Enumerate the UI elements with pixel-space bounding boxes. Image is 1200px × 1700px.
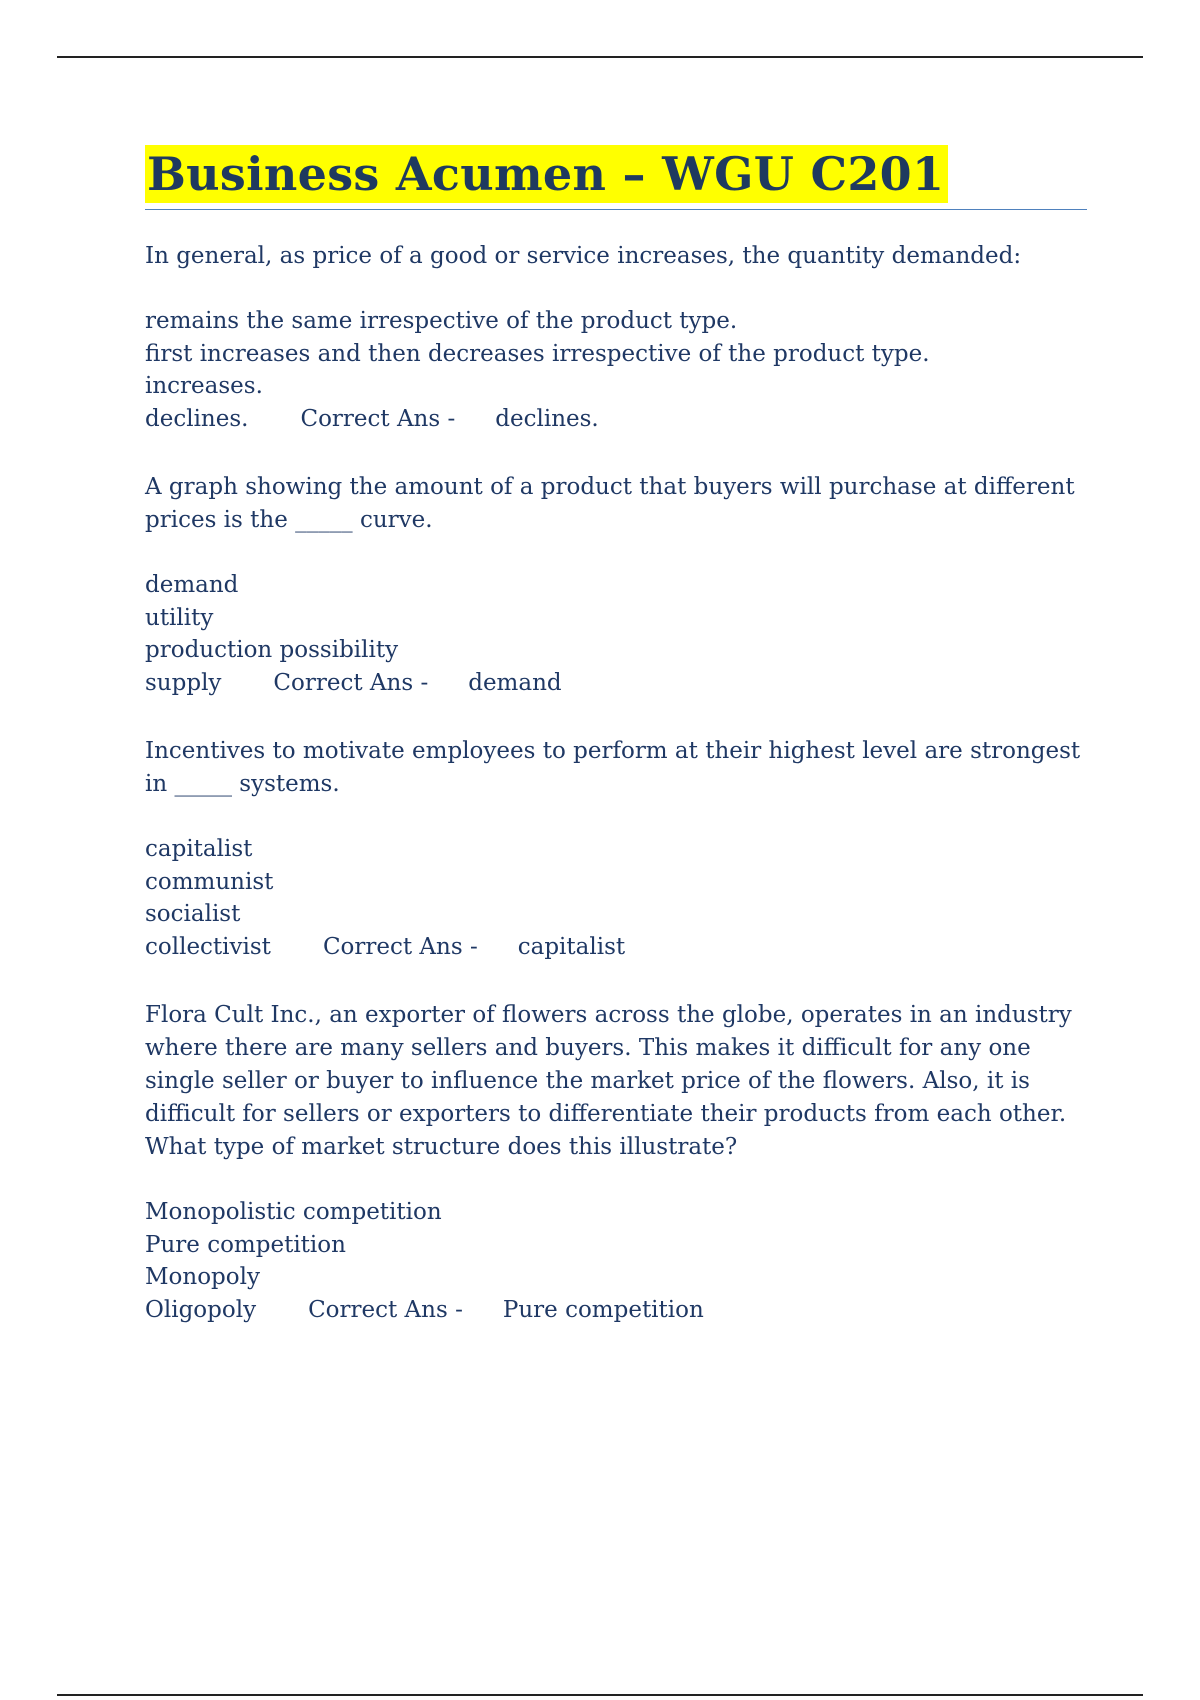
page-bottom-rule <box>57 1694 1143 1696</box>
correct-answer-label: Correct Ans - <box>273 669 429 696</box>
question-block <box>145 735 1087 963</box>
option-item: Monopolistic competition <box>145 1199 442 1225</box>
option-item: first increases and then decreases irrespective of the product type. <box>145 340 930 367</box>
correct-answer-label: Correct Ans - <box>308 1296 463 1323</box>
correct-answer-label: Correct Ans - <box>322 933 478 960</box>
title-block <box>145 145 1087 210</box>
option-text: Oligopoly <box>145 1296 257 1323</box>
document-body <box>145 145 1087 1362</box>
option-item: utility <box>145 604 214 631</box>
question-block <box>145 240 1087 435</box>
option-text: supply <box>145 669 222 696</box>
option-item: Pure competition <box>145 1231 346 1258</box>
option-item: socialist <box>145 901 241 927</box>
question-text: Flora Cult Inc., an exporter of flowers across the globe, operates in an industry where there are many sellers and buyers. This makes it difficult for any one single seller or buyer to influence the market price of the flowers. Also, it is difficult for sellers or exporters to differentiate their products from each other. What type of market structure does this illustrate? <box>145 1002 1072 1160</box>
option-item: Monopoly <box>145 1264 260 1290</box>
option-item: communist <box>145 868 274 895</box>
option-text: declines. <box>145 405 249 432</box>
option-item-last <box>145 403 1087 436</box>
option-list <box>145 1196 1087 1326</box>
option-item: production possibility <box>145 637 399 663</box>
option-list <box>145 833 1087 963</box>
option-item: remains the same irrespective of the product type. <box>145 308 738 334</box>
option-item: increases. <box>145 373 263 399</box>
question-text: In general, as price of a good or service increases, the quantity demanded: <box>145 243 1022 269</box>
document-title: Business Acumen – WGU C201 <box>145 145 948 203</box>
question-text: A graph showing the amount of a product that buyers will purchase at different prices is the _____ curve. <box>145 474 1075 533</box>
question-block <box>145 471 1087 699</box>
question-block <box>145 999 1087 1326</box>
correct-answer: demand <box>468 669 562 696</box>
option-item: demand <box>145 572 239 598</box>
correct-answer: declines. <box>495 405 599 432</box>
option-list <box>145 305 1087 435</box>
option-text: collectivist <box>145 933 271 960</box>
option-item-last <box>145 667 1087 700</box>
correct-answer-label: Correct Ans - <box>300 405 456 432</box>
option-item-last <box>145 931 1087 964</box>
option-item-last <box>145 1294 1087 1327</box>
correct-answer: Pure competition <box>502 1296 704 1323</box>
page-top-rule <box>57 56 1143 58</box>
option-list <box>145 569 1087 699</box>
option-item: capitalist <box>145 836 253 862</box>
question-text: Incentives to motivate employees to perform at their highest level are strongest in _____ systems. <box>145 738 1081 797</box>
correct-answer: capitalist <box>517 933 626 960</box>
